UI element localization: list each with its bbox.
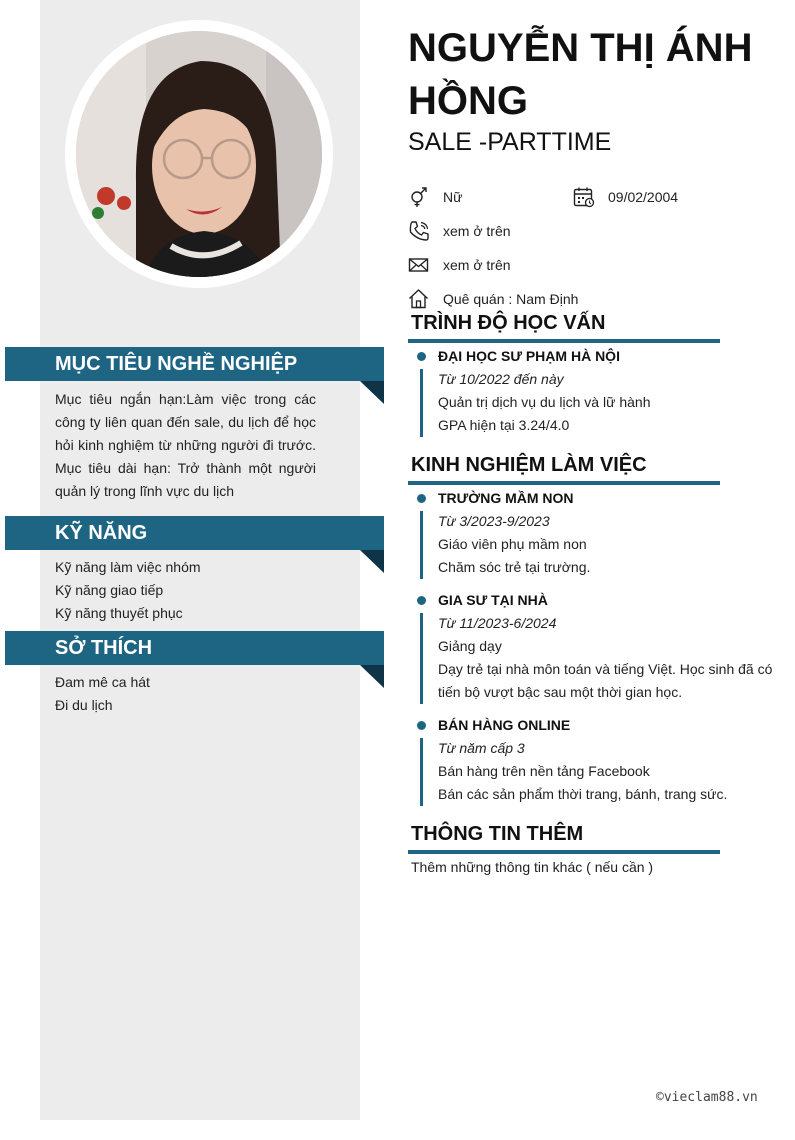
experience-detail: Giáo viên phụ mầm non [438,536,587,552]
timeline-bar [420,613,423,704]
skill-item: Kỹ năng thuyết phục [55,605,183,621]
experience-title: KINH NGHIỆM LÀM VIỆC [411,454,647,476]
experience-company: TRƯỜNG MẦM NON [438,490,574,506]
timeline-dot [417,721,426,730]
hobby-item: Đam mê ca hát [55,674,150,690]
additional-text: Thêm những thông tin khác ( nếu cần ) [411,859,654,875]
education-period: Từ 10/2022 đến này [438,371,564,387]
hobby-item: Đi du lịch [55,697,113,713]
timeline-dot [417,494,426,503]
education-detail: GPA hiện tại 3.24/4.0 [438,417,570,433]
email-value: xem ở trên [443,257,511,273]
career-objective-text: Mục tiêu ngắn hạn:Làm việc trong các công ty liên quan đến sale, du lịch để học hỏi kinh nghiệm từ những người đi trước. Mục tiêu dài hạn: Trở thành một người quản lý trong lĩnh vực du lịch [55,391,316,499]
experience-detail: tiến bộ vượt bậc sau một thời gian học. [438,684,683,700]
career-objective-header [5,347,384,381]
hobbies-header [5,631,384,665]
experience-company: GIA SƯ TẠI NHÀ [438,592,548,608]
ribbon-fold [360,665,384,688]
timeline-bar [420,738,423,806]
timeline-bar [420,511,423,579]
experience-period: Từ 3/2023-9/2023 [438,513,550,529]
experience-detail: Giảng dạy [438,638,502,654]
skill-item: Kỹ năng giao tiếp [55,582,164,598]
experience-period: Từ 11/2023-6/2024 [438,615,557,631]
watermark: ©vieclam88.vn [656,1090,758,1105]
job-title: SALE -PARTTIME [408,128,612,156]
phone-value: xem ở trên [443,223,511,239]
timeline-dot [417,596,426,605]
candidate-name: NGUYỄN THỊ ÁNH HỒNG [408,26,753,123]
avatar [76,31,322,277]
education-detail: Quản trị dịch vụ du lịch và lữ hành [438,394,651,410]
timeline-bar [420,369,423,437]
skills-title: KỸ NĂNG [55,522,148,544]
envelope-icon [408,254,430,276]
skills-header [5,516,384,550]
education-underline [408,339,720,343]
gender-icon [408,186,430,208]
experience-detail: Bán các sản phẩm thời trang, bánh, trang sức. [438,786,728,802]
education-title: TRÌNH ĐỘ HỌC VẤN [411,312,606,334]
home-icon [408,288,430,310]
timeline-dot [417,352,426,361]
education-school: ĐẠI HỌC SƯ PHẠM HÀ NỘI [438,348,620,364]
additional-title: THÔNG TIN THÊM [411,823,584,845]
hometown-value: Quê quán : Nam Định [443,291,579,307]
skill-item: Kỹ năng làm việc nhóm [55,559,201,575]
hobbies-list [55,671,316,717]
hobbies-title: SỞ THÍCH [55,637,153,659]
experience-detail: Dạy trẻ tại nhà môn toán và tiếng Việt. Học sinh đã có [438,661,773,677]
phone-icon [408,220,430,242]
ribbon-fold [360,381,384,404]
career-objective-title: MỤC TIÊU NGHỀ NGHIỆP [55,353,298,375]
gender-value: Nữ [443,189,463,205]
experience-underline [408,481,720,485]
ribbon-fold [360,550,384,573]
experience-detail: Bán hàng trên nền tảng Facebook [438,763,650,779]
experience-period: Từ năm cấp 3 [438,740,525,756]
experience-detail: Chăm sóc trẻ tại trường. [438,559,591,575]
calendar-icon [573,186,595,208]
experience-company: BÁN HÀNG ONLINE [438,717,571,733]
skills-list [55,556,316,625]
birthday-value: 09/02/2004 [608,189,679,205]
additional-underline [408,850,720,854]
